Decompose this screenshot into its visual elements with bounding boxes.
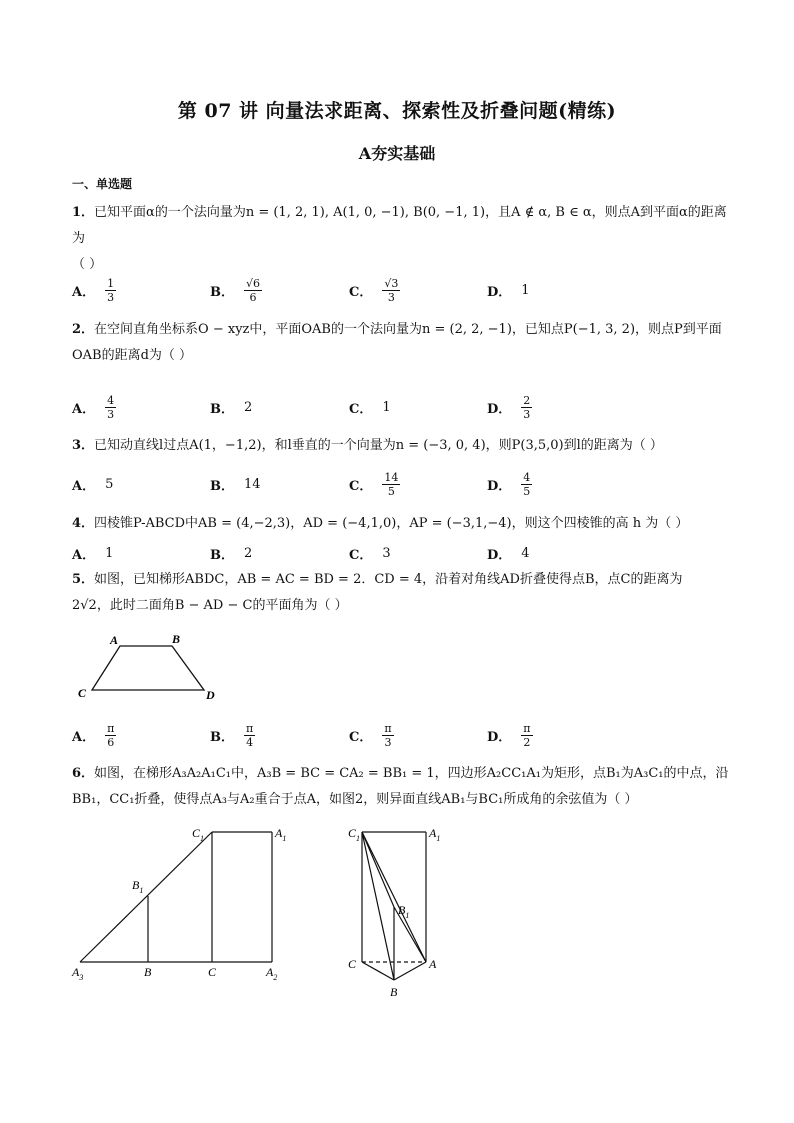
options-2	[72, 390, 732, 424]
denominator: 5	[387, 484, 395, 498]
question-text: 如图，已知梯形ABDC，AB = AC = BD = 2．CD = 4，沿着对角线AD折叠使得点B，点C的距离为	[94, 572, 683, 587]
option-d[interactable]	[487, 273, 530, 307]
option-a[interactable]	[72, 467, 113, 501]
denominator: 3	[387, 290, 395, 304]
options-4	[72, 536, 732, 570]
question-number: 6．	[72, 766, 95, 781]
question-text-cont: 2√2，此时二面角B − AD − C的平面角为（ ）	[72, 598, 348, 613]
question-text: 已知平面α的一个法向量为n = (1, 2, 1), A(1, 0, −1), B(0, −1, 1)，且A ∉ α, B ∈ α，则点A到平面α的距离为	[72, 205, 727, 246]
option-a[interactable]	[72, 536, 113, 570]
label-a3: $A_3$	[72, 965, 84, 982]
denominator: 2	[523, 735, 531, 749]
label-a: A	[429, 957, 437, 971]
denominator: 3	[107, 290, 115, 304]
fraction	[382, 277, 400, 304]
numerator: 4	[107, 393, 115, 407]
vertex-label-c: C	[78, 686, 87, 700]
question-number: 4．	[72, 516, 95, 531]
page-title: 第 07 讲 向量法求距离、探索性及折叠问题(精练)	[177, 100, 617, 122]
question-text: 已知动直线l过点A(1，−1,2)，和l垂直的一个向量为n = (−3, 0, 4)，则P(3,5,0)到l的距离为（ ）	[94, 438, 663, 453]
option-label: C．	[349, 547, 373, 563]
trapezoid-figure	[72, 628, 232, 706]
question-1	[72, 200, 732, 278]
option-label: B．	[210, 401, 234, 417]
question-6	[72, 761, 732, 813]
question-number: 3．	[72, 438, 95, 453]
option-b[interactable]	[210, 467, 261, 501]
question-text-cont: BB₁，CC₁折叠，使得点A₃与A₂重合于点A，如图2，则异面直线AB₁与BC₁所成角的余弦值为（ ）	[72, 792, 638, 807]
label-a2: $A_2$	[266, 965, 278, 982]
numerator: 1	[107, 276, 115, 290]
question-text-cont: OAB的距离d为（ ）	[72, 348, 193, 363]
option-label: C．	[349, 478, 373, 494]
option-label: D．	[487, 284, 512, 300]
option-c[interactable]	[349, 467, 400, 501]
option-d[interactable]	[487, 467, 532, 501]
denominator: 5	[523, 484, 531, 498]
label-a1: $A_1$	[429, 826, 441, 843]
fraction	[105, 722, 116, 749]
vertex-label-a: A	[110, 633, 119, 647]
edge-c1b	[362, 832, 394, 980]
option-label: C．	[349, 284, 373, 300]
fraction	[105, 277, 116, 304]
option-value: 1	[382, 399, 391, 415]
trapezoid-shape	[92, 646, 204, 690]
section-heading: 一、单选题	[72, 177, 133, 191]
question-4	[72, 511, 732, 537]
question-text: 如图，在梯形A₃A₂A₁C₁中，A₃B = BC = CA₂ = BB₁ = 1，四边形A₂CC₁A₁为矩形，点B₁为A₃C₁的中点，沿	[94, 766, 729, 781]
option-c[interactable]	[349, 718, 394, 752]
option-value: 5	[105, 476, 114, 492]
denominator: 4	[246, 735, 254, 749]
option-label: C．	[349, 729, 373, 745]
label-b: B	[144, 965, 152, 979]
option-label: A．	[72, 729, 96, 745]
option-value: 2	[244, 545, 253, 561]
fraction	[521, 471, 532, 498]
label-b1: $B_1$	[132, 878, 144, 895]
option-c[interactable]	[349, 390, 391, 424]
numerator: 4	[523, 470, 531, 484]
option-value: 14	[244, 476, 261, 492]
option-a[interactable]	[72, 390, 116, 424]
question-number: 2．	[72, 322, 95, 337]
question-5	[72, 567, 732, 619]
denominator: 6	[107, 735, 115, 749]
numerator: π	[246, 721, 254, 735]
option-b[interactable]	[210, 718, 255, 752]
option-a[interactable]	[72, 718, 116, 752]
option-label: D．	[487, 401, 512, 417]
question-number: 1．	[72, 205, 95, 220]
option-label: D．	[487, 729, 512, 745]
option-label: A．	[72, 478, 96, 494]
options-1	[72, 273, 732, 307]
option-b[interactable]	[210, 536, 252, 570]
option-value: 3	[382, 545, 391, 561]
fraction	[105, 394, 116, 421]
question-2	[72, 317, 732, 369]
denominator: 3	[523, 407, 531, 421]
label-b1: $B_1$	[398, 903, 410, 920]
slanted-edge	[80, 832, 212, 962]
question-number: 5．	[72, 572, 95, 587]
label-a1: $A_1$	[275, 826, 287, 843]
denominator: 3	[384, 735, 392, 749]
option-label: A．	[72, 284, 96, 300]
figure-1-trapezoid	[66, 822, 296, 982]
edge-cb	[362, 962, 394, 980]
numerator: π	[384, 721, 392, 735]
option-d[interactable]	[487, 390, 532, 424]
numerator: 2	[523, 393, 531, 407]
option-label: D．	[487, 478, 512, 494]
option-d[interactable]	[487, 718, 533, 752]
options-5	[72, 718, 732, 752]
option-label: D．	[487, 547, 512, 563]
question-text: 在空间直角坐标系O − xyz中，平面OAB的一个法向量为n = (2, 2, −1)，已知点P(−1, 3, 2)，则点P到平面	[94, 322, 722, 337]
edge-ba	[394, 962, 426, 980]
option-d[interactable]	[487, 536, 530, 570]
question-3	[72, 433, 732, 459]
label-c1: $C_1$	[348, 826, 361, 843]
fraction	[382, 471, 400, 498]
label-b: B	[390, 985, 398, 999]
edge-c1b1	[362, 832, 394, 907]
fraction	[382, 722, 393, 749]
option-label: B．	[210, 478, 234, 494]
option-c[interactable]	[349, 273, 400, 307]
numerator: √6	[246, 276, 261, 290]
question-text: 四棱锥P-ABCD中AB = (4,−2,3)，AD = (−4,1,0)，AP = (−3,1,−4)，则这个四棱锥的高 h 为（ ）	[94, 516, 689, 531]
label-c: C	[208, 965, 217, 979]
fraction	[521, 394, 532, 421]
option-b[interactable]	[210, 273, 262, 307]
label-c1: $C_1$	[192, 826, 205, 843]
option-value: 2	[244, 399, 253, 415]
option-a[interactable]	[72, 273, 116, 307]
option-value: 1	[105, 545, 114, 561]
option-label: B．	[210, 547, 234, 563]
numerator: π	[107, 721, 115, 735]
options-3	[72, 467, 732, 501]
denominator: 3	[107, 407, 115, 421]
vertex-label-b: B	[172, 632, 181, 646]
page-subtitle: A夯实基础	[358, 144, 436, 163]
option-label: B．	[210, 729, 234, 745]
label-c: C	[348, 957, 357, 971]
option-label: A．	[72, 401, 96, 417]
option-b[interactable]	[210, 390, 252, 424]
denominator: 6	[249, 290, 257, 304]
question-text-cont: （ ）	[72, 257, 103, 272]
option-value: 4	[521, 545, 530, 561]
option-value: 1	[521, 282, 530, 298]
fraction	[244, 722, 255, 749]
option-label: B．	[210, 284, 234, 300]
option-label: A．	[72, 547, 96, 563]
vertex-label-d: D	[206, 688, 215, 702]
numerator: 14	[384, 470, 399, 484]
option-label: C．	[349, 401, 373, 417]
figure-2-folded-solid	[340, 822, 470, 1002]
numerator: √3	[384, 276, 399, 290]
numerator: π	[523, 721, 531, 735]
fraction	[244, 277, 262, 304]
fraction	[521, 722, 532, 749]
option-c[interactable]	[349, 536, 391, 570]
